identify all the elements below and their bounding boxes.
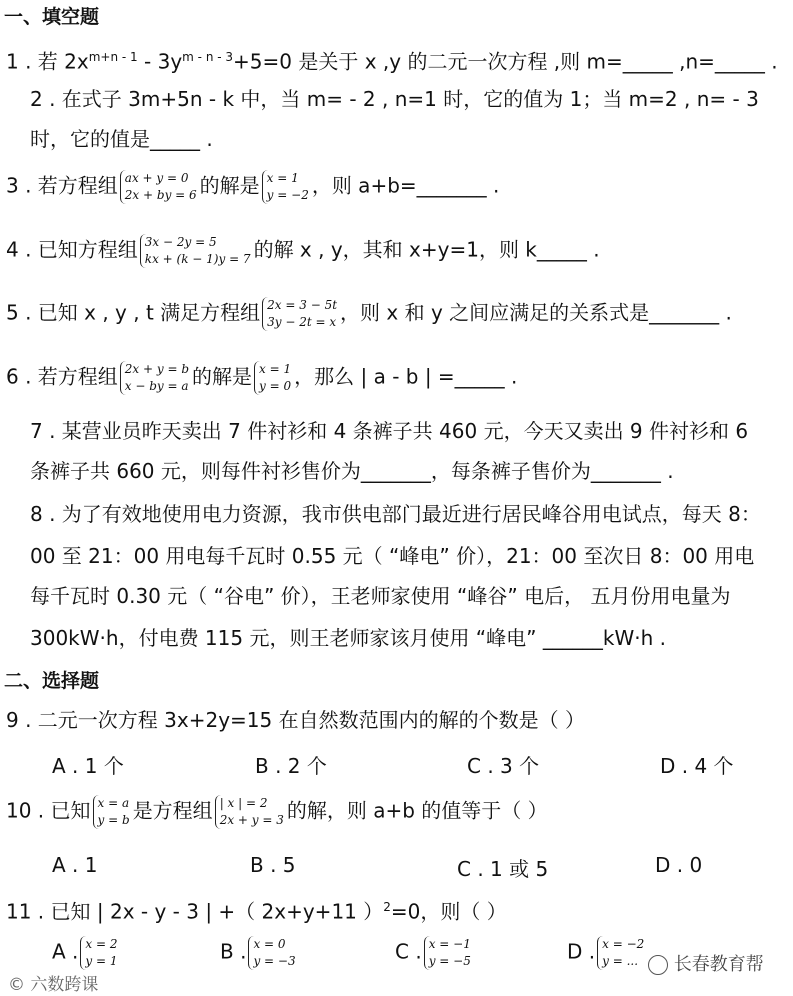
question-7-line-1: 7 . 某营业员昨天卖出 7 件衬衫和 4 条裤子共 460 元，今天又卖出 9 件衬衫和 6 [30,419,749,443]
question-8-line-4: 300kW·h，付电费 115 元，则王老师家该月使用 “峰电” ______kW·h . [30,626,666,650]
watermark-right: 长春教育帮 [648,950,764,976]
system-10-a: x = a y = b [93,795,130,829]
q11-option-b: B . x = 0 y = −3 [220,937,296,968]
q9-option-b: B . 2 个 [255,754,327,778]
question-2-line-2: 时，它的值是_____ . [30,127,213,151]
q10-option-b: B . 5 [250,853,296,877]
q11-option-c: C . x = −1 y = −5 [395,937,471,968]
watermark-left: © 六数跨课 [8,975,99,995]
solution-3: x = 1 y = −2 [262,170,309,204]
question-8-line-1: 8 . 为了有效地使用电力资源，我市供电部门最近进行居民峰谷用电试点，每天 8： [30,502,761,526]
question-10: 10 . 已知 x = a y = b 是方程组 | x | = 2 2x + y = 3 的解，则 a+b 的值等于（ ） [6,796,548,827]
section-1-title: 一、填空题 [4,6,100,28]
question-3: 3 . 若方程组 ax + y = 0 2x + by = 6 的解是 x = 1 y = −2 ，则 a+b=_______ . [6,171,500,202]
solution-6: x = 1 y = 0 [254,361,291,395]
question-6: 6 . 若方程组 2x + y = b x − by = a 的解是 x = 1 y = 0 ，那么 | a - b | =_____ . [6,362,518,393]
q10-option-a: A . 1 [52,853,98,877]
question-9: 9 . 二元一次方程 3x+2y=15 在自然数范围内的解的个数是（ ） [6,708,585,732]
section-2-title: 二、选择题 [4,670,100,692]
system-4: 3x − 2y = 5 kx + (k − 1)y = 7 [140,234,251,268]
question-11: 11 . 已知 | 2x - y - 3 | +（ 2x+y+11 ）$^2$=0，则（ ） [6,899,507,924]
wechat-icon [648,955,668,975]
system-3: ax + y = 0 2x + by = 6 [120,170,197,204]
question-5: 5 . 已知 x , y , t 满足方程组 2x = 3 − 5t 3y − 2t = x ，则 x 和 y 之间应满足的关系式是_______ . [6,298,732,329]
question-7-line-2: 条裤子共 660 元，则每件衬衫售价为_______，每条裤子售价为_______ . [30,459,674,483]
q11-option-d: D . x = −2 y = ... [567,937,645,968]
system-6: 2x + y = b x − by = a [120,361,189,395]
system-10-b: | x | = 2 2x + y = 3 [215,795,284,829]
q10-option-d: D . 0 [655,853,703,877]
q9-option-c: C . 3 个 [467,754,540,778]
question-8-line-3: 每千瓦时 0.30 元（ “谷电” 价），王老师家使用 “峰谷” 电后， 五月份用电量为 [30,584,731,608]
question-4: 4 . 已知方程组 3x − 2y = 5 kx + (k − 1)y = 7 的解 x , y，其和 x+y=1，则 k_____ . [6,235,600,266]
question-8-line-2: 00 至 21：00 用电每千瓦时 0.55 元（ “峰电” 价），21：00 至次日 8：00 用电 [30,544,755,568]
q10-option-c: C . 1 或 5 [457,857,549,881]
question-1: 1 . 若 $2x^{m+n - 1} - 3y^{m - n - 3}+5=0$ 是关于 x ,y 的二元一次方程 ,则 m=_____ ,n=_____ . [6,49,778,74]
q9-option-a: A . 1 个 [52,754,124,778]
watermark-logo-icon: © [8,975,25,995]
q11-option-a: A . x = 2 y = 1 [52,937,118,968]
question-2-line-1: 2 . 在式子 3m+5n - k 中，当 m= - 2 , n=1 时，它的值为 1；当 m=2 , n= - 3 [30,87,759,111]
system-5: 2x = 3 − 5t 3y − 2t = x [262,297,337,331]
q9-option-d: D . 4 个 [660,754,734,778]
